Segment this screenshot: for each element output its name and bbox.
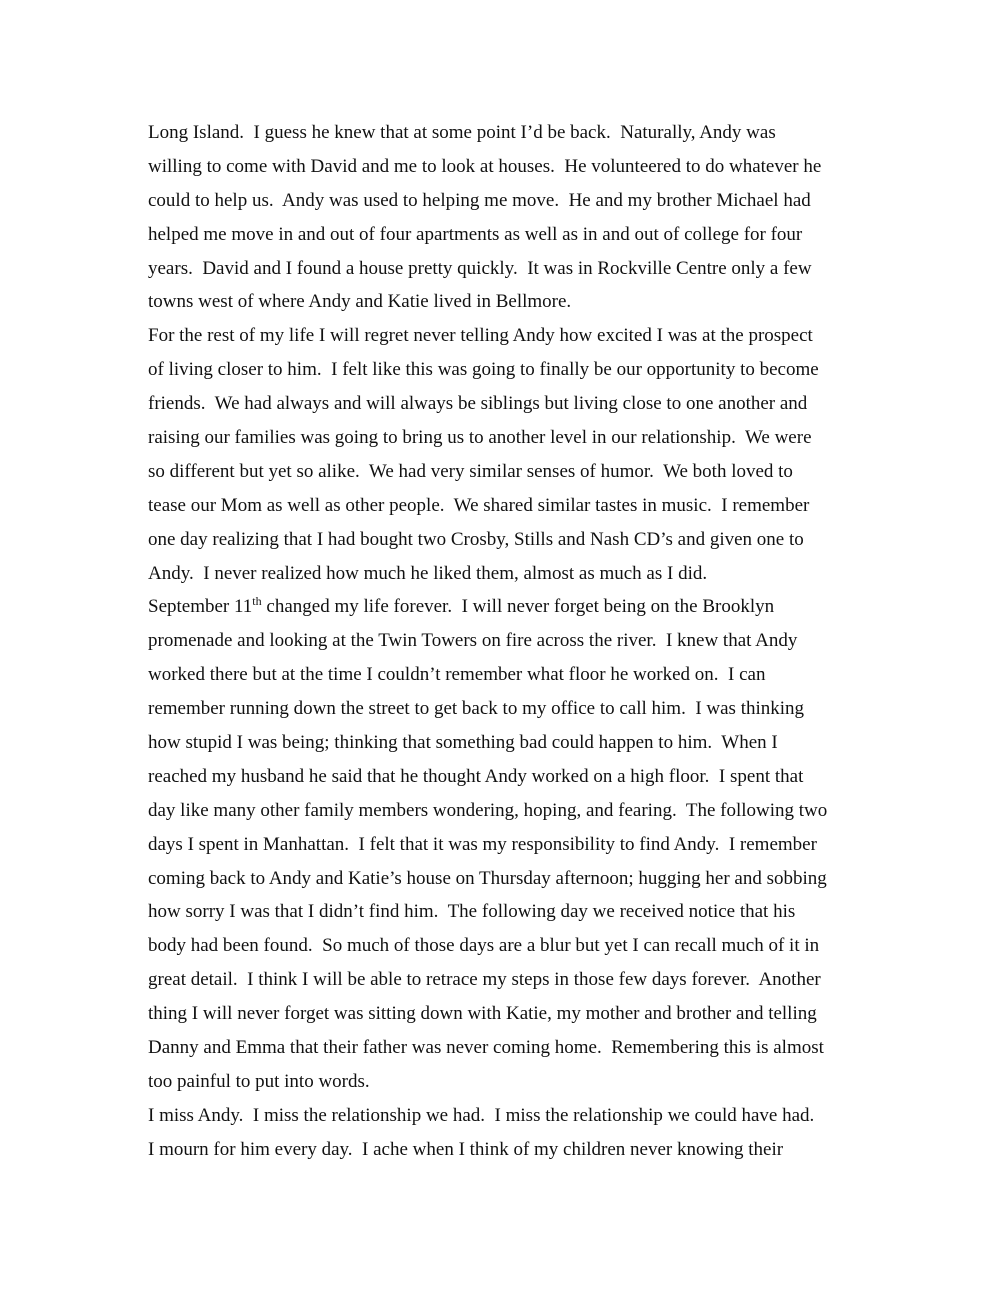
text-line (148, 455, 868, 489)
text-line (148, 252, 868, 286)
line-text: day like many other family members wondering, hoping, and fearing. The following two (148, 799, 828, 821)
line-text: willing to come with David and me to look at houses. He volunteered to do whatever he (148, 155, 822, 177)
line-text: promenade and looking at the Twin Towers on fire across the river. I knew that Andy (148, 630, 798, 652)
text-line (148, 590, 868, 624)
text-line (148, 523, 868, 557)
text-line (148, 692, 868, 726)
text-line (148, 658, 868, 692)
line-text: I mourn for him every day. I ache when I think of my children never knowing their (148, 1138, 784, 1160)
text-line (148, 285, 868, 319)
text-line (148, 794, 868, 828)
text-line (148, 387, 868, 421)
line-text: worked there but at the time I couldn’t remember what floor he worked on. I can (148, 664, 766, 686)
text-line (148, 353, 868, 387)
ordinal-superscript: th (252, 594, 262, 609)
line-text: one day realizing that I had bought two Crosby, Stills and Nash CD’s and given one to (148, 528, 804, 550)
line-text: changed my life forever. I will never forget being on the Brooklyn (261, 596, 775, 618)
line-text: so different but yet so alike. We had very similar senses of humor. We both loved to (148, 460, 793, 482)
text-line (148, 150, 868, 184)
text-line (148, 1065, 868, 1099)
line-text: raising our families was going to bring us to another level in our relationship. We were (148, 427, 812, 449)
line-text: body had been found. So much of those days are a blur but yet I can recall much of it in (148, 935, 820, 957)
text-line (148, 184, 868, 218)
text-line (148, 726, 868, 760)
text-line (148, 1099, 868, 1133)
text-line (148, 218, 868, 252)
line-text: years. David and I found a house pretty quickly. It was in Rockville Centre only a few (148, 257, 812, 279)
text-line (148, 929, 868, 963)
line-text: helped me move in and out of four apartments as well as in and out of college for four (148, 223, 803, 245)
line-text: too painful to put into words. (148, 1070, 370, 1092)
text-line (148, 828, 868, 862)
line-text: could to help us. Andy was used to helping me move. He and my brother Michael had (148, 189, 811, 211)
line-text: towns west of where Andy and Katie lived in Bellmore. (148, 291, 572, 313)
text-line (148, 1133, 868, 1167)
text-line (148, 116, 868, 150)
text-line (148, 557, 868, 591)
text-line (148, 624, 868, 658)
line-text: remember running down the street to get back to my office to call him. I was thinking (148, 698, 805, 720)
text-line (148, 760, 868, 794)
line-text: how stupid I was being; thinking that something bad could happen to him. When I (148, 732, 778, 754)
line-text: I miss Andy. I miss the relationship we had. I miss the relationship we could have had. (148, 1104, 815, 1126)
line-text: Danny and Emma that their father was never coming home. Remembering this is almost (148, 1037, 824, 1059)
text-line (148, 421, 868, 455)
line-text: For the rest of my life I will regret never telling Andy how excited I was at the prospect (148, 325, 813, 347)
text-line (148, 319, 868, 353)
text-line (148, 1031, 868, 1065)
text-line (148, 963, 868, 997)
line-text: Long Island. I guess he knew that at some point I’d be back. Naturally, Andy was (148, 122, 776, 143)
line-text: how sorry I was that I didn’t find him. The following day we received notice that his (148, 901, 796, 923)
text-line (148, 489, 868, 523)
line-text: friends. We had always and will always be siblings but living close to one another and (148, 393, 808, 415)
line-text: Andy. I never realized how much he liked them, almost as much as I did. (148, 562, 708, 584)
text-line (148, 997, 868, 1031)
line-text: September 11 (148, 596, 253, 618)
line-text: reached my husband he said that he thought Andy worked on a high floor. I spent that (148, 765, 804, 787)
text-line (148, 895, 868, 929)
line-text: tease our Mom as well as other people. We shared similar tastes in music. I remember (148, 494, 810, 516)
text-line (148, 862, 868, 896)
line-text: coming back to Andy and Katie’s house on Thursday afternoon; hugging her and sobbing (148, 867, 827, 889)
line-text: of living closer to him. I felt like this was going to finally be our opportunity to become (148, 359, 819, 381)
body-text (148, 116, 868, 1167)
line-text: days I spent in Manhattan. I felt that it was my responsibility to find Andy. I remember (148, 833, 817, 855)
line-text: thing I will never forget was sitting down with Katie, my mother and brother and telling (148, 1003, 817, 1025)
line-text: great detail. I think I will be able to retrace my steps in those few days forever. Another (148, 969, 821, 991)
